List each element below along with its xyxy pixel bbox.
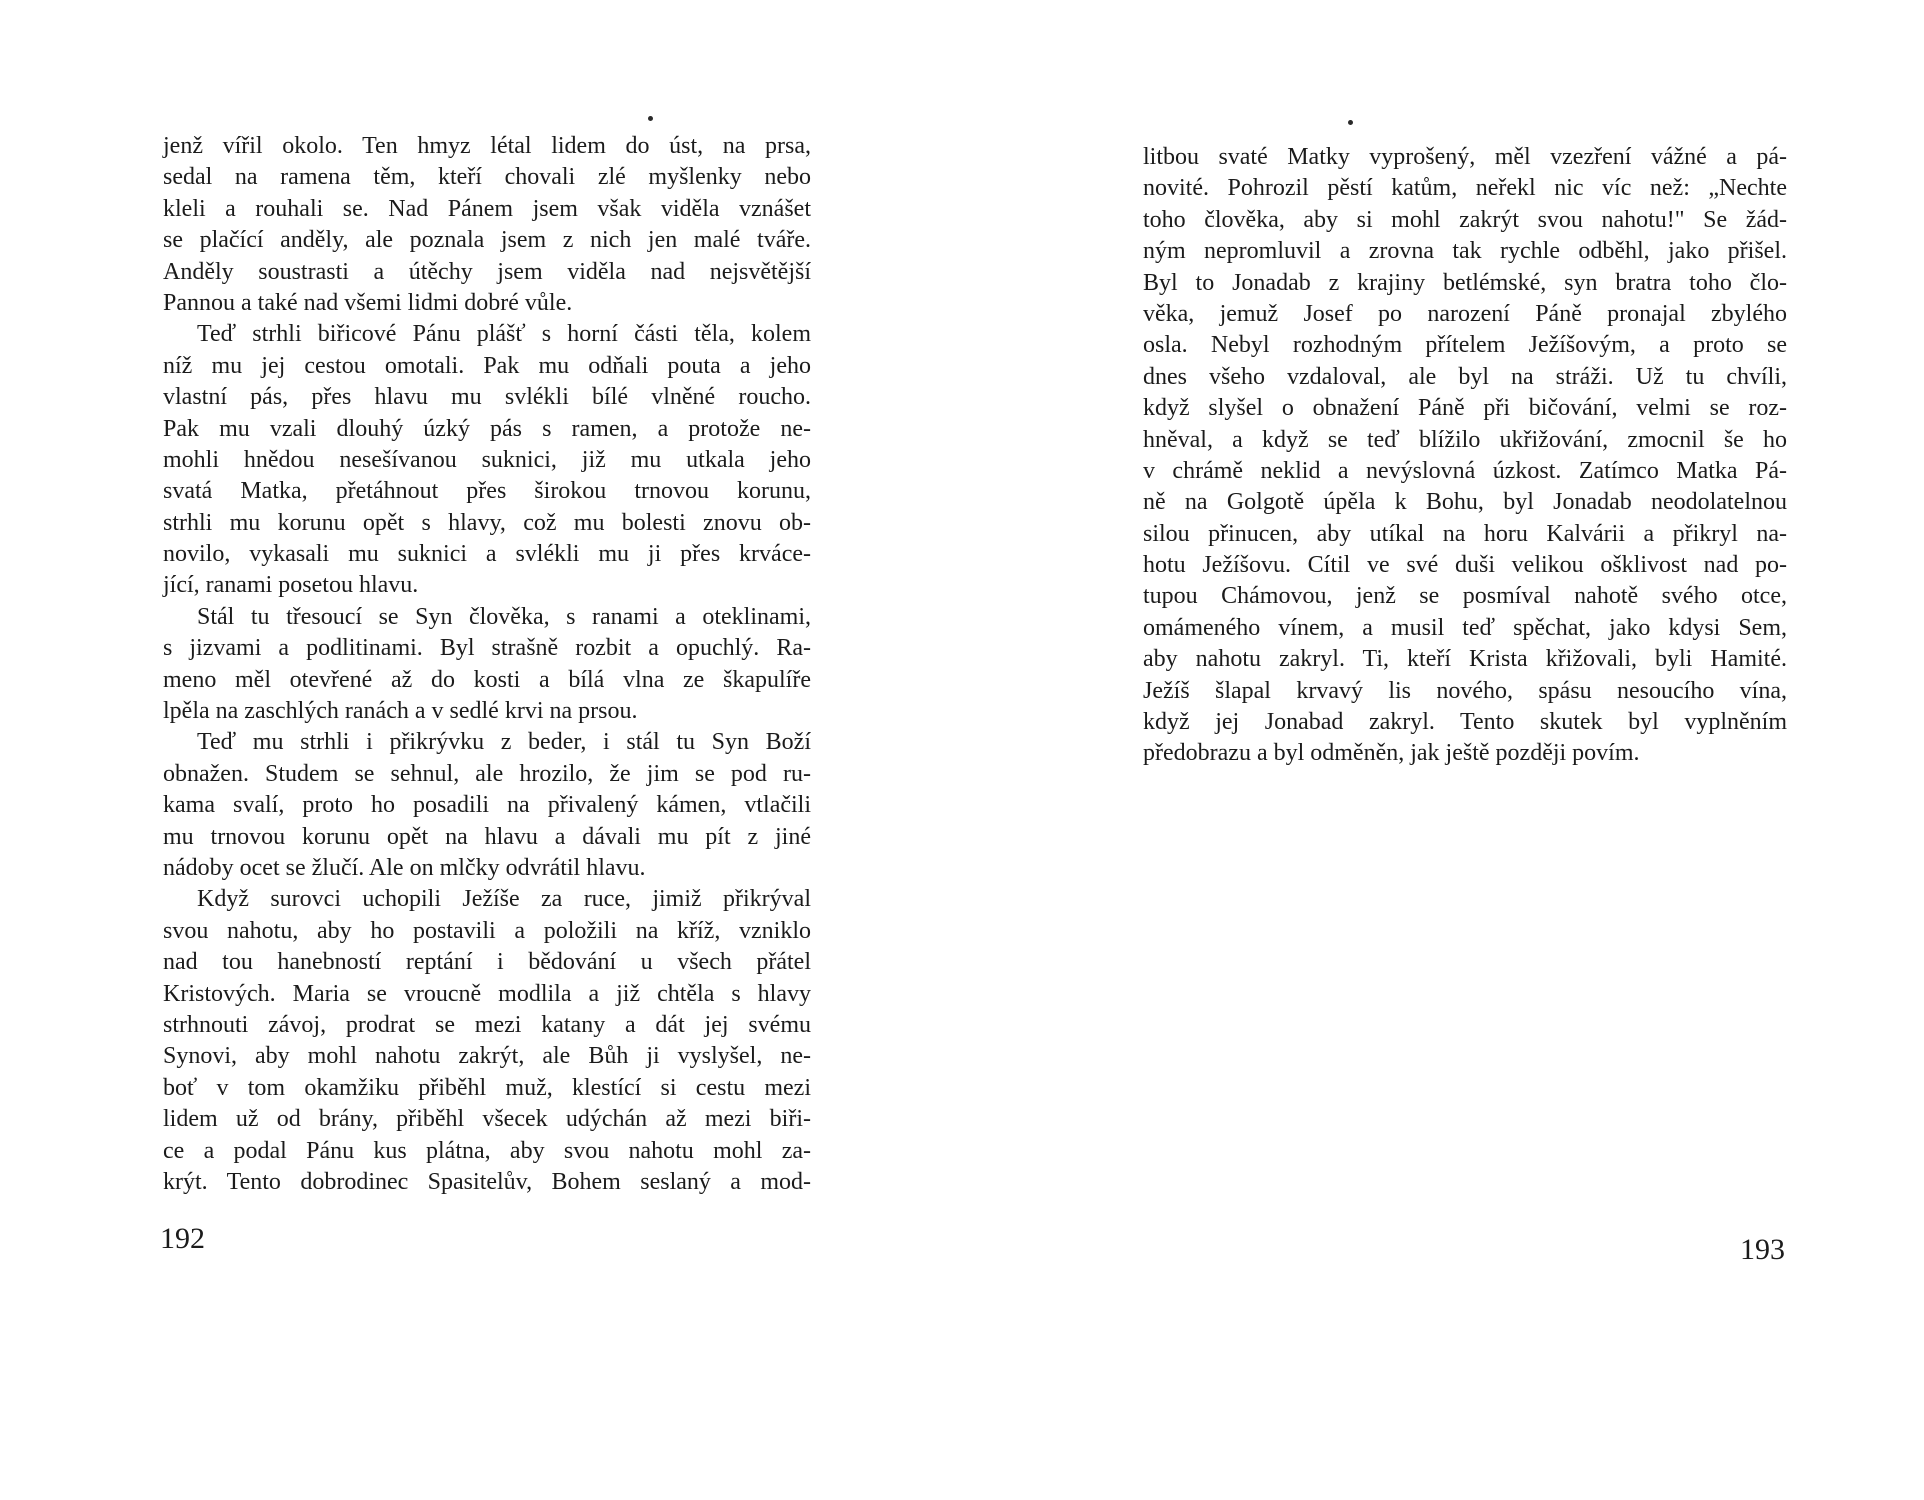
ink-speck — [1348, 120, 1353, 125]
text-line: Kristových. Maria se vroucně modlila a již chtěla s hlavy — [163, 980, 811, 1007]
text-line: strhli mu korunu opět s hlavy, což mu bolesti znovu ob- — [163, 509, 811, 536]
page-number: 193 — [1740, 1233, 1785, 1266]
text-line: Synovi, aby mohl nahotu zakrýt, ale Bůh ji vyslyšel, ne- — [163, 1043, 811, 1070]
text-line: když slyšel o obnažení Páně při bičování, velmi se roz- — [1143, 395, 1787, 422]
text-line: se plačící anděly, ale poznala jsem z nich jen malé tváře. — [163, 227, 811, 254]
text-line: meno měl otevřené až do kosti a bílá vlna ze škapulíře — [163, 666, 811, 693]
text-line: toho člověka, aby si mohl zakrýt svou nahotu!" Se žád- — [1143, 206, 1787, 233]
text-line: osla. Nebyl rozhodným přítelem Ježíšovým, a proto se — [1143, 332, 1787, 359]
text-line: omámeného vínem, a musil teď spěchat, jako kdysi Sem, — [1143, 614, 1787, 641]
text-line: lidem už od brány, přiběhl všecek udýchán až mezi biři- — [163, 1106, 811, 1133]
page-number: 192 — [160, 1222, 205, 1255]
text-line: v chrámě neklid a nevýslovná úzkost. Zatímco Matka Pá- — [1143, 457, 1787, 484]
text-line: strhnouti závoj, prodrat se mezi katany a dát jej svému — [163, 1011, 811, 1038]
text-line: aby nahotu zakryl. Ti, kteří Krista křižovali, byli Hamité. — [1143, 646, 1787, 673]
right-page-text — [1143, 142, 1787, 770]
text-line: s jizvami a podlitinami. Byl strašně rozbit a opuchlý. Ra- — [163, 635, 811, 662]
text-line: hotu Ježíšovu. Cítil ve své duši velikou ošklivost nad po- — [1143, 552, 1787, 579]
text-line: jící, ranami posetou hlavu. — [163, 572, 419, 599]
text-line: mu trnovou korunu opět na hlavu a dávali mu pít z jiné — [163, 823, 811, 850]
text-line: Pannou a také nad všemi lidmi dobré vůle. — [163, 289, 573, 316]
text-line: hněval, a když se teď blížilo ukřižování, zmocnil še ho — [1143, 426, 1787, 453]
text-line: Teď mu strhli i přikrývku z beder, i stál tu Syn Boží — [197, 729, 811, 756]
text-line: jenž vířil okolo. Ten hmyz létal lidem do úst, na prsa, — [163, 133, 811, 159]
text-line: Když surovci uchopili Ježíše za ruce, jimiž přikrýval — [197, 886, 811, 913]
text-line: sedal na ramena těm, kteří chovali zlé myšlenky nebo — [163, 164, 811, 191]
text-line: vlastní pás, přes hlavu mu svlékli bílé vlněné roucho. — [163, 384, 811, 411]
text-line: lpěla na zaschlých ranách a v sedlé krvi na prsou. — [163, 698, 638, 725]
text-line: Ježíš šlapal krvavý lis nového, spásu nesoucího vína, — [1143, 677, 1787, 704]
text-line: Byl to Jonadab z krajiny betlémské, syn bratra toho člo- — [1143, 269, 1787, 296]
text-line: litbou svaté Matky vyprošený, měl vzezření vážné a pá- — [1143, 144, 1787, 170]
text-line: tupou Chámovou, jenž se posmíval nahotě svého otce, — [1143, 583, 1787, 610]
text-line: věka, jemuž Josef po narození Páně pronajal zbylého — [1143, 300, 1787, 327]
text-line: mohli hnědou nesešívanou suknici, již mu utkala jeho — [163, 446, 811, 473]
text-line: nad tou hanebností reptání i bědování u všech přátel — [163, 949, 811, 976]
text-line: boť v tom okamžiku přiběhl muž, klestící si cestu mezi — [163, 1074, 811, 1101]
text-line: ně na Golgotě úpěla k Bohu, byl Jonadab neodolatelnou — [1143, 489, 1787, 516]
text-line: kama svalí, proto ho posadili na přivalený kámen, vtlačili — [163, 792, 811, 819]
text-line: když jej Jonabad zakryl. Tento skutek byl vyplněním — [1143, 709, 1787, 736]
text-line: dnes všeho vzdaloval, ale byl na stráži. Už tu chvíli, — [1143, 363, 1787, 390]
text-line: kleli a rouhali se. Nad Pánem jsem však viděla vznášet — [163, 195, 811, 222]
text-line: novité. Pohrozil pěstí katům, neřekl nic víc než: „Nechte — [1143, 175, 1787, 202]
text-line: svatá Matka, přetáhnout přes širokou trnovou korunu, — [163, 478, 811, 505]
right-page — [962, 0, 1924, 1500]
text-line: obnažen. Studem se sehnul, ale hrozilo, že jim se pod ru- — [163, 760, 811, 787]
left-page-text — [163, 131, 811, 1198]
text-line: novilo, vykasali mu suknici a svlékli mu ji přes krváce- — [163, 541, 811, 568]
text-line: Pak mu vzali dlouhý úzký pás s ramen, a protože ne- — [163, 415, 811, 442]
text-line: Teď strhli biřicové Pánu plášť s horní části těla, kolem — [197, 321, 811, 348]
text-line: níž mu jej cestou omotali. Pak mu odňali pouta a jeho — [163, 352, 811, 379]
ink-speck — [648, 116, 653, 121]
text-line: Anděly soustrasti a útěchy jsem viděla nad nejsvětější — [163, 258, 811, 285]
text-line: Stál tu třesoucí se Syn člověka, s ranami a oteklinami, — [197, 603, 811, 630]
text-line: svou nahotu, aby ho postavili a položili na kříž, vzniklo — [163, 917, 811, 944]
text-line: ce a podal Pánu kus plátna, aby svou nahotu mohl za- — [163, 1137, 811, 1164]
text-line: krýt. Tento dobrodinec Spasitelův, Bohem seslaný a mod- — [163, 1168, 811, 1195]
text-line: předobrazu a byl odměněn, jak ještě později povím. — [1143, 740, 1640, 767]
text-line: nádoby ocet se žlučí. Ale on mlčky odvrátil hlavu. — [163, 854, 646, 881]
text-line: ným nepromluvil a zrovna tak rychle odběhl, jako přišel. — [1143, 238, 1787, 265]
text-line: silou přinucen, aby utíkal na horu Kalvárii a přikryl na- — [1143, 520, 1787, 547]
